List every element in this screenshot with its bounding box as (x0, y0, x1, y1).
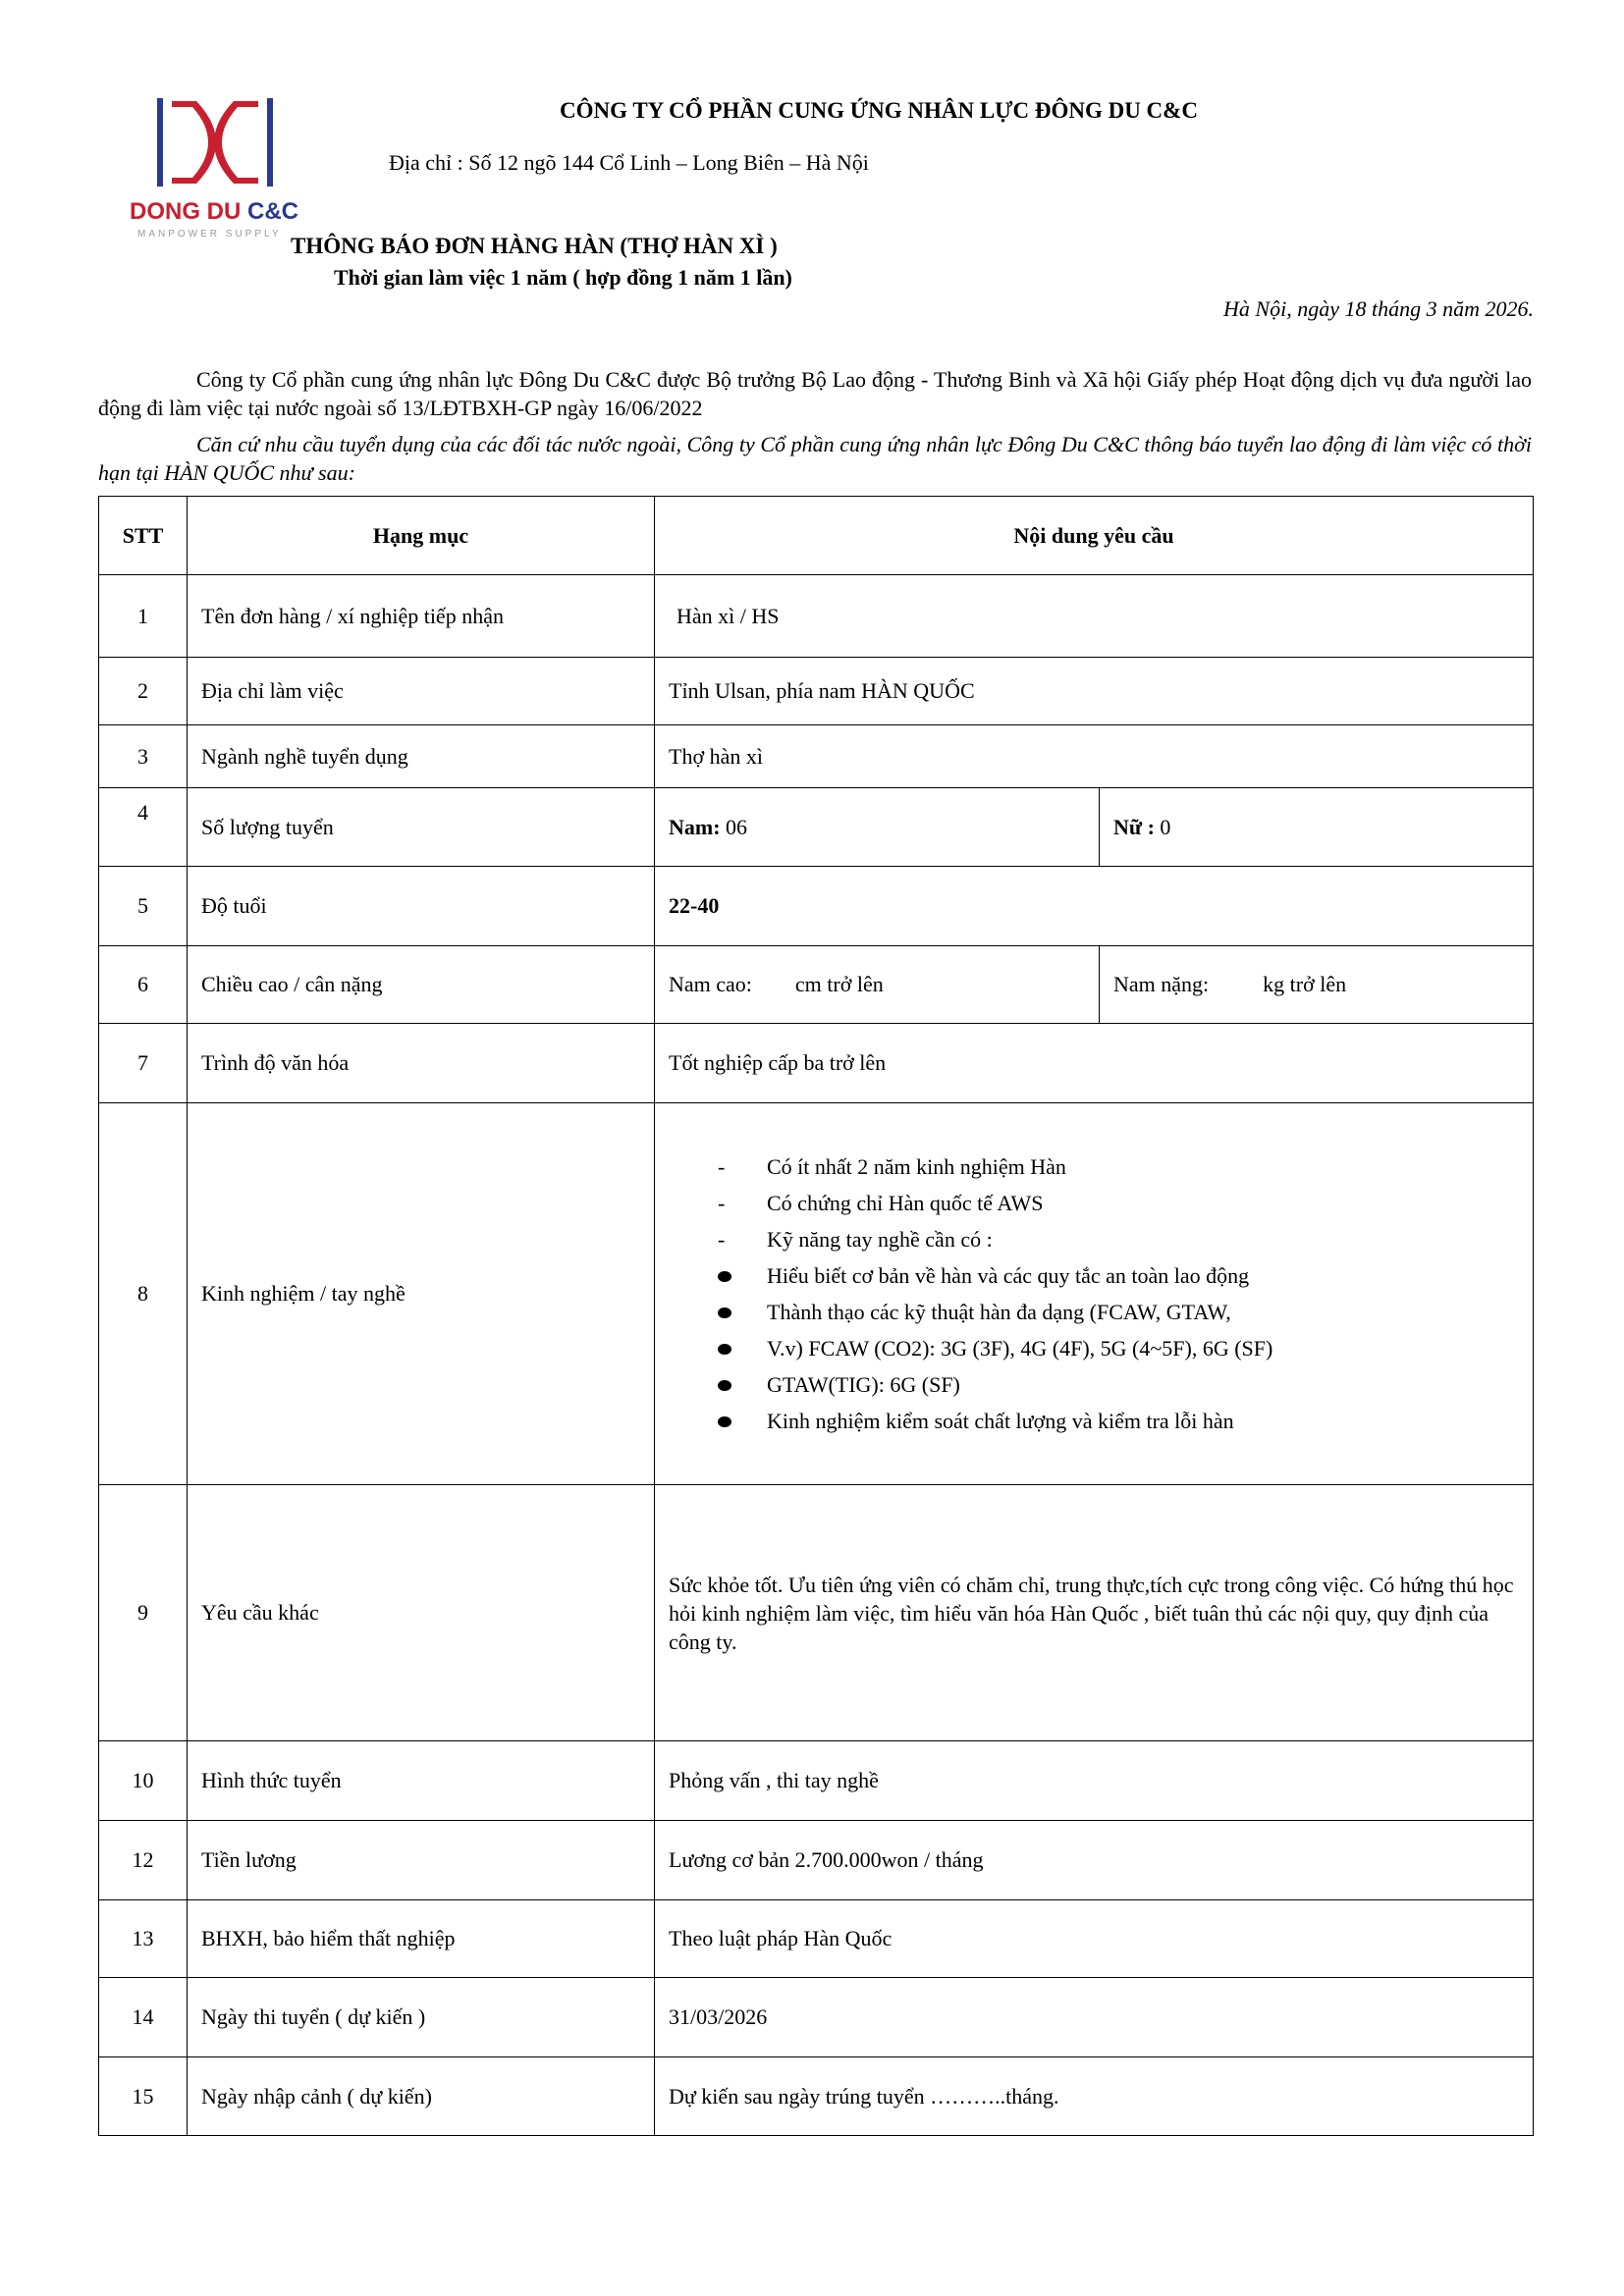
row-content: Hàn xì / HS (655, 575, 1534, 658)
row-item: Địa chỉ làm việc (188, 658, 655, 725)
row-stt: 4 (99, 788, 188, 867)
row-content: Lương cơ bản 2.700.000won / tháng (655, 1821, 1534, 1900)
table-row (99, 725, 1534, 788)
row-item: Tiền lương (188, 1821, 655, 1900)
table-row (99, 788, 1534, 867)
document-title: THÔNG BÁO ĐƠN HÀNG HÀN (THỢ HÀN XÌ ) (291, 234, 778, 258)
row-item: Yêu cầu khác (188, 1485, 655, 1741)
weight-requirement: Nam nặng: kg trở lên (1100, 946, 1534, 1024)
row-stt: 13 (99, 1900, 188, 1978)
row-stt: 10 (99, 1741, 188, 1821)
row-content: Tỉnh Ulsan, phía nam HÀN QUỐC (655, 658, 1534, 725)
table-row (99, 1741, 1534, 1821)
list-item: Thành thạo các kỹ thuật hàn đa dạng (FCAW, GTAW, (718, 1294, 1519, 1330)
row-content: Sức khỏe tốt. Ưu tiên ứng viên có chăm chỉ, trung thực,tích cực trong công việc. Có hứng thú học hỏi kinh nghiệm làm việc, tìm hiểu văn hóa Hàn Quốc , biết tuân thủ các nội quy, quy định của công ty. (655, 1485, 1534, 1741)
row-content: Dự kiến sau ngày trúng tuyển ………..tháng. (655, 2057, 1534, 2136)
row-stt: 12 (99, 1821, 188, 1900)
list-item: - Kỹ năng tay nghề cần có : (718, 1221, 1519, 1257)
table-row (99, 867, 1534, 946)
table-header-row (99, 497, 1534, 575)
row-item: Chiều cao / cân nặng (188, 946, 655, 1024)
company-name: CÔNG TY CỔ PHẦN CUNG ỨNG NHÂN LỰC ĐÔNG DU C&C (560, 98, 1198, 123)
company-logo (128, 93, 304, 240)
row-stt: 5 (99, 867, 188, 946)
row-content: Thợ hàn xì (655, 725, 1534, 788)
table-row (99, 1024, 1534, 1103)
svg-text:MANPOWER SUPPLY: MANPOWER SUPPLY (137, 229, 282, 240)
row-item: Kinh nghiệm / tay nghề (188, 1103, 655, 1485)
document-subtitle: Thời gian làm việc 1 năm ( hợp đồng 1 năm 1 lần) (334, 265, 792, 290)
bullet-icon (718, 1344, 731, 1355)
table-row (99, 575, 1534, 658)
table-row (99, 1103, 1534, 1485)
table-row (99, 1821, 1534, 1900)
row-item: Ngày nhập cảnh ( dự kiến) (188, 2057, 655, 2136)
list-item: GTAW(TIG): 6G (SF) (718, 1366, 1519, 1403)
row-item: Số lượng tuyển (188, 788, 655, 867)
row-item: Hình thức tuyển (188, 1741, 655, 1821)
bullet-icon (718, 1308, 731, 1318)
intro-paragraph-license: Công ty Cổ phần cung ứng nhân lực Đông Du C&C được Bộ trưởng Bộ Lao động - Thương Binh và Xã hội Giấy phép Hoạt động dịch vụ đưa người lao động đi làm việc tại nước ngoài số 13/LĐTBXH-GP ngày 16/06/2022 (98, 367, 1532, 420)
male-value: 06 (720, 814, 748, 839)
table-row (99, 1900, 1534, 1978)
dash-icon: - (718, 1154, 726, 1179)
company-address: Địa chỉ : Số 12 ngõ 144 Cổ Linh – Long Biên – Hà Nội (389, 150, 869, 175)
bullet-icon (718, 1416, 731, 1427)
row-content: 31/03/2026 (655, 1978, 1534, 2057)
dash-icon: - (718, 1191, 726, 1215)
intro-paragraph-announcement: Căn cứ nhu cầu tuyển dụng của các đối tác nước ngoài, Công ty Cổ phần cung ứng nhân lực Đông Du C&C thông báo tuyển lao động đi làm việc có thời hạn tại HÀN QUỐC như sau: (98, 432, 1532, 485)
list-item: - Có ít nhất 2 năm kinh nghiệm Hàn (718, 1148, 1519, 1185)
table-row (99, 658, 1534, 725)
bullet-icon (718, 1380, 731, 1391)
male-count (655, 788, 1100, 867)
header-content: Nội dung yêu cầu (655, 497, 1534, 575)
table-row (99, 1978, 1534, 2057)
row-stt: 15 (99, 2057, 188, 2136)
dash-icon: - (718, 1227, 726, 1252)
female-count (1100, 788, 1534, 867)
list-item: Hiểu biết cơ bản về hàn và các quy tắc an toàn lao động (718, 1257, 1519, 1294)
row-stt: 8 (99, 1103, 188, 1485)
row-content: Theo luật pháp Hàn Quốc (655, 1900, 1534, 1978)
row-item: Ngành nghề tuyển dụng (188, 725, 655, 788)
list-item: - Có chứng chỉ Hàn quốc tế AWS (718, 1185, 1519, 1221)
male-label: Nam: (669, 814, 721, 839)
female-label: Nữ : (1113, 814, 1155, 839)
table-row (99, 946, 1534, 1024)
requirements-table (98, 496, 1534, 2136)
row-stt: 6 (99, 946, 188, 1024)
row-stt: 9 (99, 1485, 188, 1741)
bullet-icon (718, 1271, 731, 1282)
row-item: Trình độ văn hóa (188, 1024, 655, 1103)
height-requirement: Nam cao: cm trở lên (655, 946, 1100, 1024)
row-stt: 1 (99, 575, 188, 658)
row-item: Độ tuổi (188, 867, 655, 946)
row-stt: 2 (99, 658, 188, 725)
row-content: Phỏng vấn , thi tay nghề (655, 1741, 1534, 1821)
list-item: V.v) FCAW (CO2): 3G (3F), 4G (4F), 5G (4~5F), 6G (SF) (718, 1330, 1519, 1366)
row-stt: 7 (99, 1024, 188, 1103)
row-content: 22-40 (655, 867, 1534, 946)
row-item: Tên đơn hàng / xí nghiệp tiếp nhận (188, 575, 655, 658)
table-row (99, 2057, 1534, 2136)
header-stt: STT (99, 497, 188, 575)
row-item: Ngày thi tuyển ( dự kiến ) (188, 1978, 655, 2057)
table-row (99, 1485, 1534, 1741)
female-value: 0 (1154, 814, 1171, 839)
list-item: Kinh nghiệm kiểm soát chất lượng và kiểm tra lỗi hàn (718, 1403, 1519, 1439)
row-stt: 3 (99, 725, 188, 788)
header-item: Hạng mục (188, 497, 655, 575)
experience-list (655, 1103, 1534, 1485)
row-stt: 14 (99, 1978, 188, 2057)
svg-text:DONG DU C&C: DONG DU C&C (130, 198, 298, 225)
row-content: Tốt nghiệp cấp ba trở lên (655, 1024, 1534, 1103)
document-date: Hà Nội, ngày 18 tháng 3 năm 2026. (1223, 296, 1534, 321)
row-item: BHXH, bảo hiểm thất nghiệp (188, 1900, 655, 1978)
